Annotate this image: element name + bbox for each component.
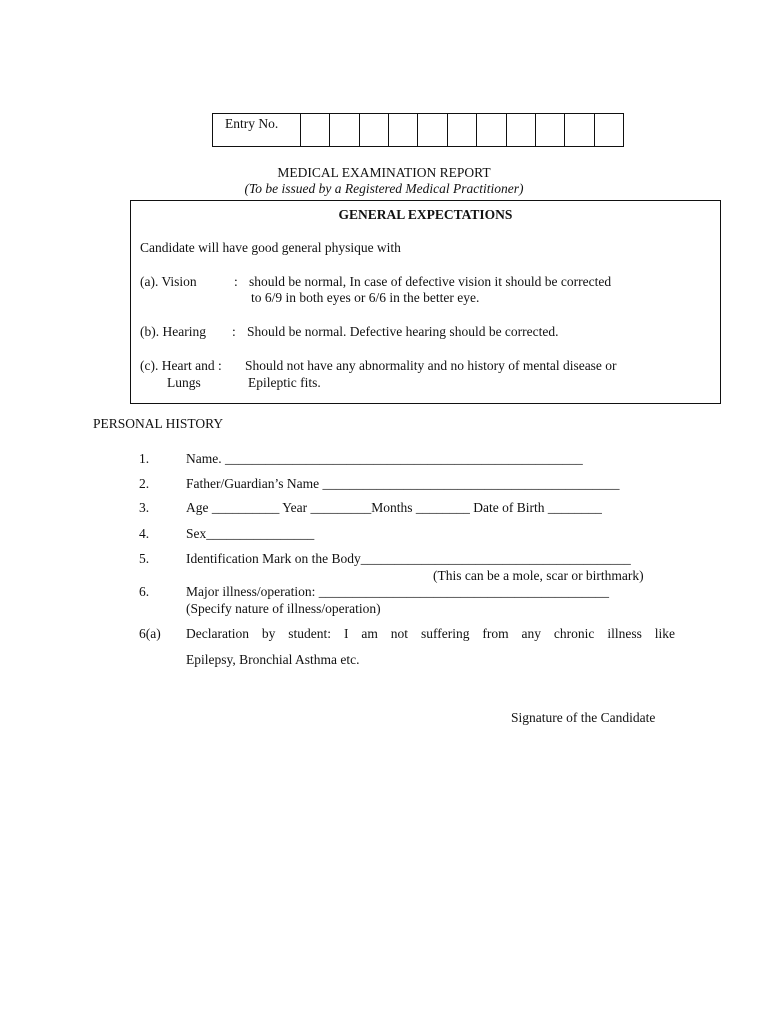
heart-label: (c). Heart and : bbox=[140, 358, 222, 373]
entry-number-cell[interactable] bbox=[595, 114, 623, 146]
report-title: MEDICAL EXAMINATION REPORT bbox=[277, 165, 491, 180]
vision-text-line2: to 6/9 in both eyes or 6/6 in the better eye. bbox=[251, 290, 480, 305]
entry-number-cell[interactable] bbox=[418, 114, 447, 146]
history-item-number: 4. bbox=[139, 526, 150, 541]
personal-history-heading: PERSONAL HISTORY bbox=[93, 416, 224, 431]
expectations-intro: Candidate will have good general physique with bbox=[140, 240, 401, 255]
name-field[interactable]: Name. _____________________________________________________ bbox=[186, 451, 583, 466]
entry-number-cell[interactable] bbox=[477, 114, 506, 146]
vision-text-line1: should be normal, In case of defective vision it should be corrected bbox=[249, 274, 612, 289]
major-illness-field[interactable]: Major illness/operation: ___________________________________________ bbox=[186, 584, 609, 599]
age-dob-field[interactable]: Age __________ Year _________Months ________ Date of Birth ________ bbox=[186, 500, 602, 515]
heart-text-line2: Epileptic fits. bbox=[248, 375, 321, 390]
hearing-colon: : bbox=[232, 324, 236, 339]
history-item-number: 6(a) bbox=[139, 626, 161, 641]
history-item-number: 3. bbox=[139, 500, 150, 515]
identification-mark-field[interactable]: Identification Mark on the Body________________________________________ bbox=[186, 551, 631, 566]
guardian-name-field[interactable]: Father/Guardian’s Name ____________________________________________ bbox=[186, 476, 620, 491]
entry-number-cell[interactable] bbox=[360, 114, 389, 146]
report-subtitle: (To be issued by a Registered Medical Practitioner) bbox=[244, 181, 524, 196]
declaration-text-line1: Declaration by student: I am not suffering from any chronic illness like bbox=[186, 626, 675, 641]
entry-number-label: Entry No. bbox=[213, 114, 301, 146]
lungs-label: Lungs bbox=[167, 375, 201, 390]
declaration-text-line2: Epilepsy, Bronchial Asthma etc. bbox=[186, 652, 360, 667]
entry-number-cell[interactable] bbox=[507, 114, 536, 146]
general-expectations-heading: GENERAL EXPECTATIONS bbox=[338, 207, 513, 222]
entry-number-cell[interactable] bbox=[389, 114, 418, 146]
entry-number-cell[interactable] bbox=[536, 114, 565, 146]
vision-colon: : bbox=[234, 274, 238, 289]
hearing-label: (b). Hearing bbox=[140, 324, 206, 339]
entry-number-cell[interactable] bbox=[448, 114, 477, 146]
entry-number-cells[interactable] bbox=[301, 114, 623, 146]
sex-field[interactable]: Sex________________ bbox=[186, 526, 315, 541]
vision-label: (a). Vision bbox=[140, 274, 197, 289]
major-illness-note: (Specify nature of illness/operation) bbox=[186, 601, 381, 616]
candidate-signature-label: Signature of the Candidate bbox=[511, 710, 656, 725]
entry-number-box bbox=[212, 113, 624, 147]
history-item-number: 1. bbox=[139, 451, 150, 466]
heart-text-line1: Should not have any abnormality and no history of mental disease or bbox=[245, 358, 617, 373]
entry-number-cell[interactable] bbox=[330, 114, 359, 146]
entry-number-cell[interactable] bbox=[565, 114, 594, 146]
history-item-number: 5. bbox=[139, 551, 150, 566]
history-item-number: 6. bbox=[139, 584, 150, 599]
hearing-text: Should be normal. Defective hearing should be corrected. bbox=[247, 324, 559, 339]
entry-number-cell[interactable] bbox=[301, 114, 330, 146]
history-item-number: 2. bbox=[139, 476, 150, 491]
general-expectations-box bbox=[130, 200, 721, 404]
identification-mark-note: (This can be a mole, scar or birthmark) bbox=[433, 568, 644, 583]
